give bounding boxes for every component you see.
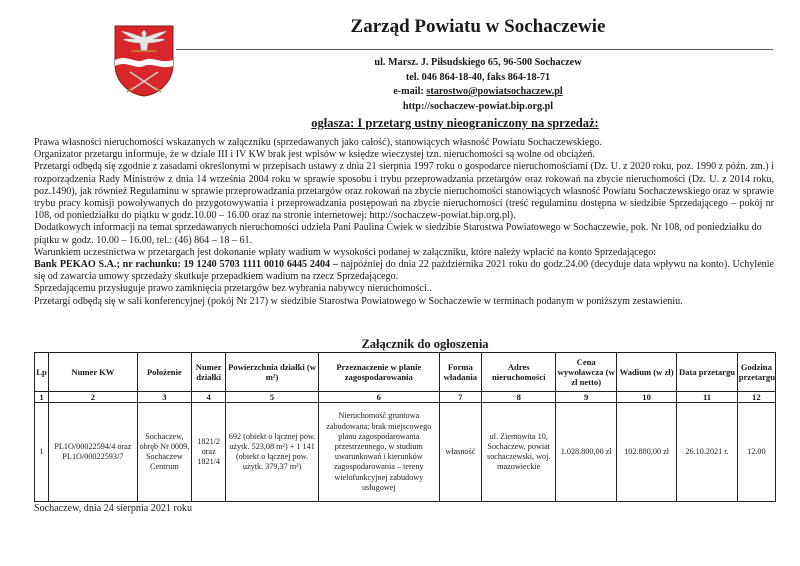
paragraph-encumbrances: Organizator przetargu informuje, że w dziale III i IV KW brak jest wpisów w księdze wieczystej tzn. nieruchomości są wolne od obciążeń.: [34, 149, 595, 161]
col-header-ownership: Forma władania: [439, 353, 481, 392]
col-header-location: Położenie: [137, 353, 191, 392]
col-number: 2: [49, 392, 138, 403]
page-title: Zarząd Powiatu w Sochaczewie: [350, 16, 606, 37]
paragraph-legal-basis: Przetargi odbędą się zgodnie z zasadami określonymi w przepisach ustawy z dnia 21 sierpnia 1997 roku o gospodarce nieruchomościami (Dz. U. z 2020 roku, poz. 1990 z późn. zm.) i rozporządzenia Rady Ministrów z dnia 14 września 2004 roku w sprawie sposobu i trybu przeprowadzania przetargów oraz rokowań na zbycie nieruchomości (Dz. U. z 2014 roku, poz.1490), jak również Regulaminu w sprawie przeprowadzania przetargów oraz rokowań na zbycie nieruchomości stanowiących własność Powiatu Sochaczewskiego oraz w sprawie trybu pracy komisji powoływanych do przygotowywania i przeprowadzania postępowań na zbycie nieruchomości (treść regulaminu dostępna w siedzibie Sprzedającego – pokój nr 108, od poniedziałku do piątku w godz.10.00 – 16.00 oraz na stronie internetowej: http://sochaczew-powiat.bip.org.pl).: [34, 161, 774, 222]
coat-of-arms-icon: [113, 24, 175, 98]
cell-address: ul. Ziemowita 10, Sochaczew, powiat sochaczewski, woj. mazowieckie: [481, 403, 556, 502]
email-link[interactable]: starostwo@powiatsochaczew.pl: [426, 86, 563, 97]
col-header-address: Adres nieruchomości: [481, 353, 556, 392]
col-number: 6: [318, 392, 439, 403]
col-number: 8: [481, 392, 556, 403]
col-number: 7: [439, 392, 481, 403]
paragraph-ownership: Prawa własności nieruchomości wskazanych w załączniku (sprzedawanych jako całość), stanowiących własność Powiatu Sochaczewskiego.: [34, 137, 602, 148]
col-number: 1: [35, 392, 49, 403]
email-label: e-mail:: [393, 86, 427, 97]
cell-purpose: Nieruchomość gruntowa zabudowana; brak miejscowego planu zagospodarowania przestrzennego, w studium uwarunkowań i kierunków zagospodarowania – tereny wielofunkcyjnej zabudowy usługowej: [318, 403, 439, 502]
cell-deposit: 102.880,00 zł: [616, 403, 676, 502]
table-row: [35, 403, 776, 502]
col-header-date: Data przetargu: [677, 353, 737, 392]
attachment-table: [34, 352, 776, 502]
attachment-title: Załącznik do ogłoszenia: [361, 337, 489, 351]
cell-plot: 1821/2 oraz 1821/4: [192, 403, 226, 502]
header-divider: [176, 49, 773, 50]
email-line: [300, 85, 656, 100]
column-number-row: [35, 392, 776, 403]
col-number: 10: [616, 392, 676, 403]
cell-location: Sochaczew, obręb Nr 0009, Sochaczew Centrum: [137, 403, 191, 502]
col-number: 9: [556, 392, 616, 403]
col-header-time: Godzina przetargu: [737, 353, 775, 392]
paragraph-venue: Przetargi odbędą się w sali konferencyjnej (pokój Nr 217) w siedzibie Starostwa Powiatowego w Sochaczewie w terminach podanym w poniższym zestawieniu.: [34, 295, 683, 307]
col-header-price: Cena wywoławcza (w zł netto): [556, 353, 616, 392]
col-number: 12: [737, 392, 775, 403]
contact-block: [300, 56, 656, 114]
col-number: 5: [226, 392, 319, 403]
col-header-plot: Numer działki: [192, 353, 226, 392]
announcement-body: [34, 137, 774, 308]
paragraph-right-to-close: Sprzedającemu przysługuje prawo zamknięcia przetargów bez wybrania nabywcy nieruchomości..: [34, 283, 432, 295]
cell-date: 26.10.2021 r.: [677, 403, 737, 502]
address: ul. Marsz. J. Piłsudskiego 65, 96-500 Sochaczew: [374, 57, 582, 68]
paragraph-contact: Dodatkowych informacji na temat sprzedawanych nieruchomości udziela Pani Paulina Ćwiek w siedzibie Starostwa Powiatowego w Sochaczewie, pok. Nr 108, od poniedziałku do piątku w godz. 10.00 – 16.00, tel.: (46) 864 – 18 – 61.: [34, 222, 762, 246]
announcement-heading: ogłasza: I przetarg ustny nieograniczony na sprzedaż:: [311, 116, 599, 130]
col-number: 4: [192, 392, 226, 403]
cell-kw: PL1O/00022594/4 oraz PL1O/00022593/7: [49, 403, 138, 502]
paragraph-deposit-condition: Warunkiem uczestnictwa w przetargach jest dokonanie wpłaty wadium w wysokości podanej w załączniku, które należy wpłacić na konto Sprzedającego:: [34, 246, 657, 258]
table-header-row: [35, 353, 776, 392]
col-number: 11: [677, 392, 737, 403]
cell-area: 692 (obiekt o łącznej pow. użytk. 523,08 m²) + 1 141 (obiekt o łącznej pow. użytk. 379,37 m²): [226, 403, 319, 502]
col-number: 3: [137, 392, 191, 403]
cell-lp: 1: [35, 403, 49, 502]
col-header-area: Powierzchnia działki (w m²): [226, 353, 319, 392]
cell-price: 1.028.800,00 zł: [556, 403, 616, 502]
cell-ownership: własność: [439, 403, 481, 502]
bank-account-number: Bank PEKAO S.A.; nr rachunku: 19 1240 5703 1111 0010 6445 2404 –: [34, 259, 338, 271]
col-header-purpose: Przeznaczenie w planie zagospodarowania: [318, 353, 439, 392]
col-header-deposit: Wadium (w zł): [616, 353, 676, 392]
col-header-kw: Numer KW: [49, 353, 138, 392]
phone: tel. 046 864-18-40, faks 864-18-71: [405, 71, 551, 83]
website-link[interactable]: http://sochaczew-powiat.bip.org.pl: [402, 100, 554, 112]
paragraph-bank-account: [34, 259, 774, 283]
deposit-deadline: najpóźniej do dnia 22 października 2021 roku do godz.24.00 (decyduje data wpływu na konto). Uchylenie się od zawarcia umowy sprzedaży skutkuje przepadkiem wadium na rzecz Sprzedającego.: [34, 259, 775, 283]
signature-date: Sochaczew, dnia 24 sierpnia 2021 roku: [34, 503, 192, 514]
cell-time: 12.00: [737, 403, 775, 502]
col-header-lp: Lp: [35, 353, 49, 392]
